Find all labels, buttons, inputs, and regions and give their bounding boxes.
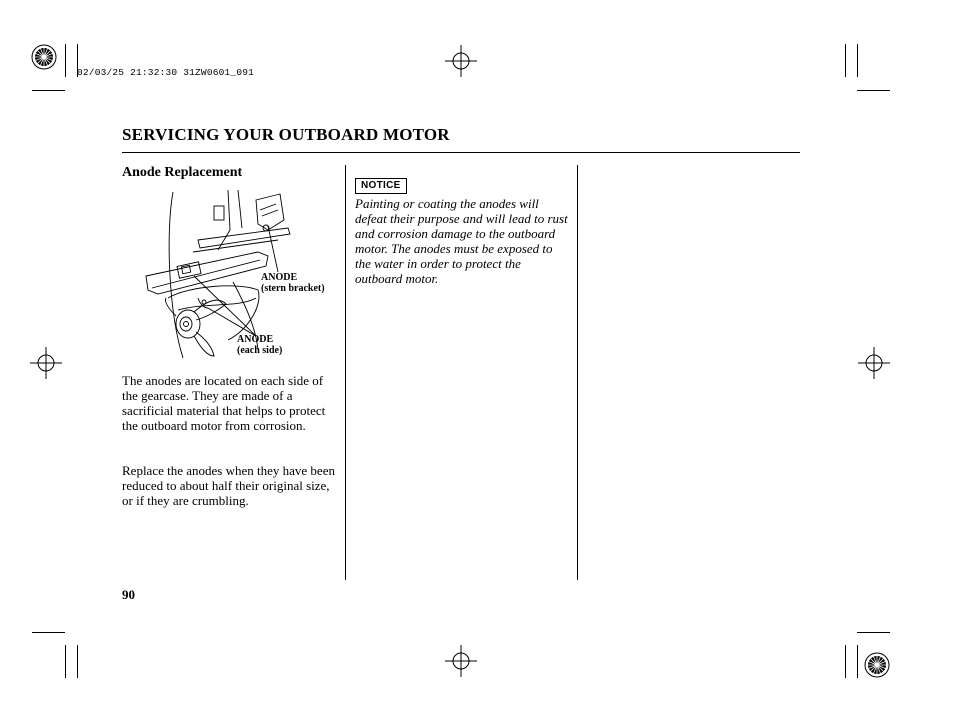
callout-anode-each-side — [237, 334, 282, 356]
notice-badge: NOTICE — [355, 178, 407, 194]
callout-label: ANODE — [237, 334, 274, 345]
body-paragraph: Replace the anodes when they have been reduced to about half their original size, or if they are crumbling. — [122, 463, 335, 508]
print-timestamp: 02/03/25 21:32:30 31ZW0601_091 — [77, 67, 255, 78]
starburst-registration-icon — [31, 44, 57, 70]
crop-mark — [77, 645, 78, 678]
crop-mark — [32, 90, 65, 91]
body-paragraph: The anodes are located on each side of the gearcase. They are made of a sacrificial material that helps to protect the outboard motor from corrosion. — [122, 373, 326, 433]
crop-mark — [845, 645, 846, 678]
column-divider — [345, 165, 346, 580]
crop-mark — [857, 44, 858, 77]
crosshair-registration-icon — [858, 347, 890, 379]
callout-sublabel: (each side) — [237, 345, 283, 356]
crop-mark — [857, 90, 890, 91]
crop-mark — [845, 44, 846, 77]
crop-mark — [65, 44, 66, 77]
crosshair-registration-icon — [445, 45, 477, 77]
crosshair-registration-icon — [445, 645, 477, 677]
crosshair-registration-icon — [30, 347, 62, 379]
title-rule — [122, 152, 800, 153]
callout-label: ANODE — [261, 272, 298, 283]
crop-mark — [32, 632, 65, 633]
callout-anode-stern-bracket — [261, 272, 325, 294]
crop-mark — [857, 645, 858, 678]
sub-heading: Anode Replacement — [122, 165, 243, 180]
section-title: SERVICING YOUR OUTBOARD MOTOR — [122, 125, 450, 144]
callout-sublabel: (stern bracket) — [261, 283, 325, 294]
crop-mark — [65, 645, 66, 678]
crop-mark — [857, 632, 890, 633]
page-number: 90 — [122, 587, 135, 602]
notice-text: Painting or coating the anodes will defeat their purpose and will lead to rust and corrosion damage to the outboard motor. The anodes must be exposed to the water in order to protect the outboard motor. — [355, 196, 568, 286]
starburst-registration-icon — [864, 652, 890, 678]
column-divider — [577, 165, 578, 580]
